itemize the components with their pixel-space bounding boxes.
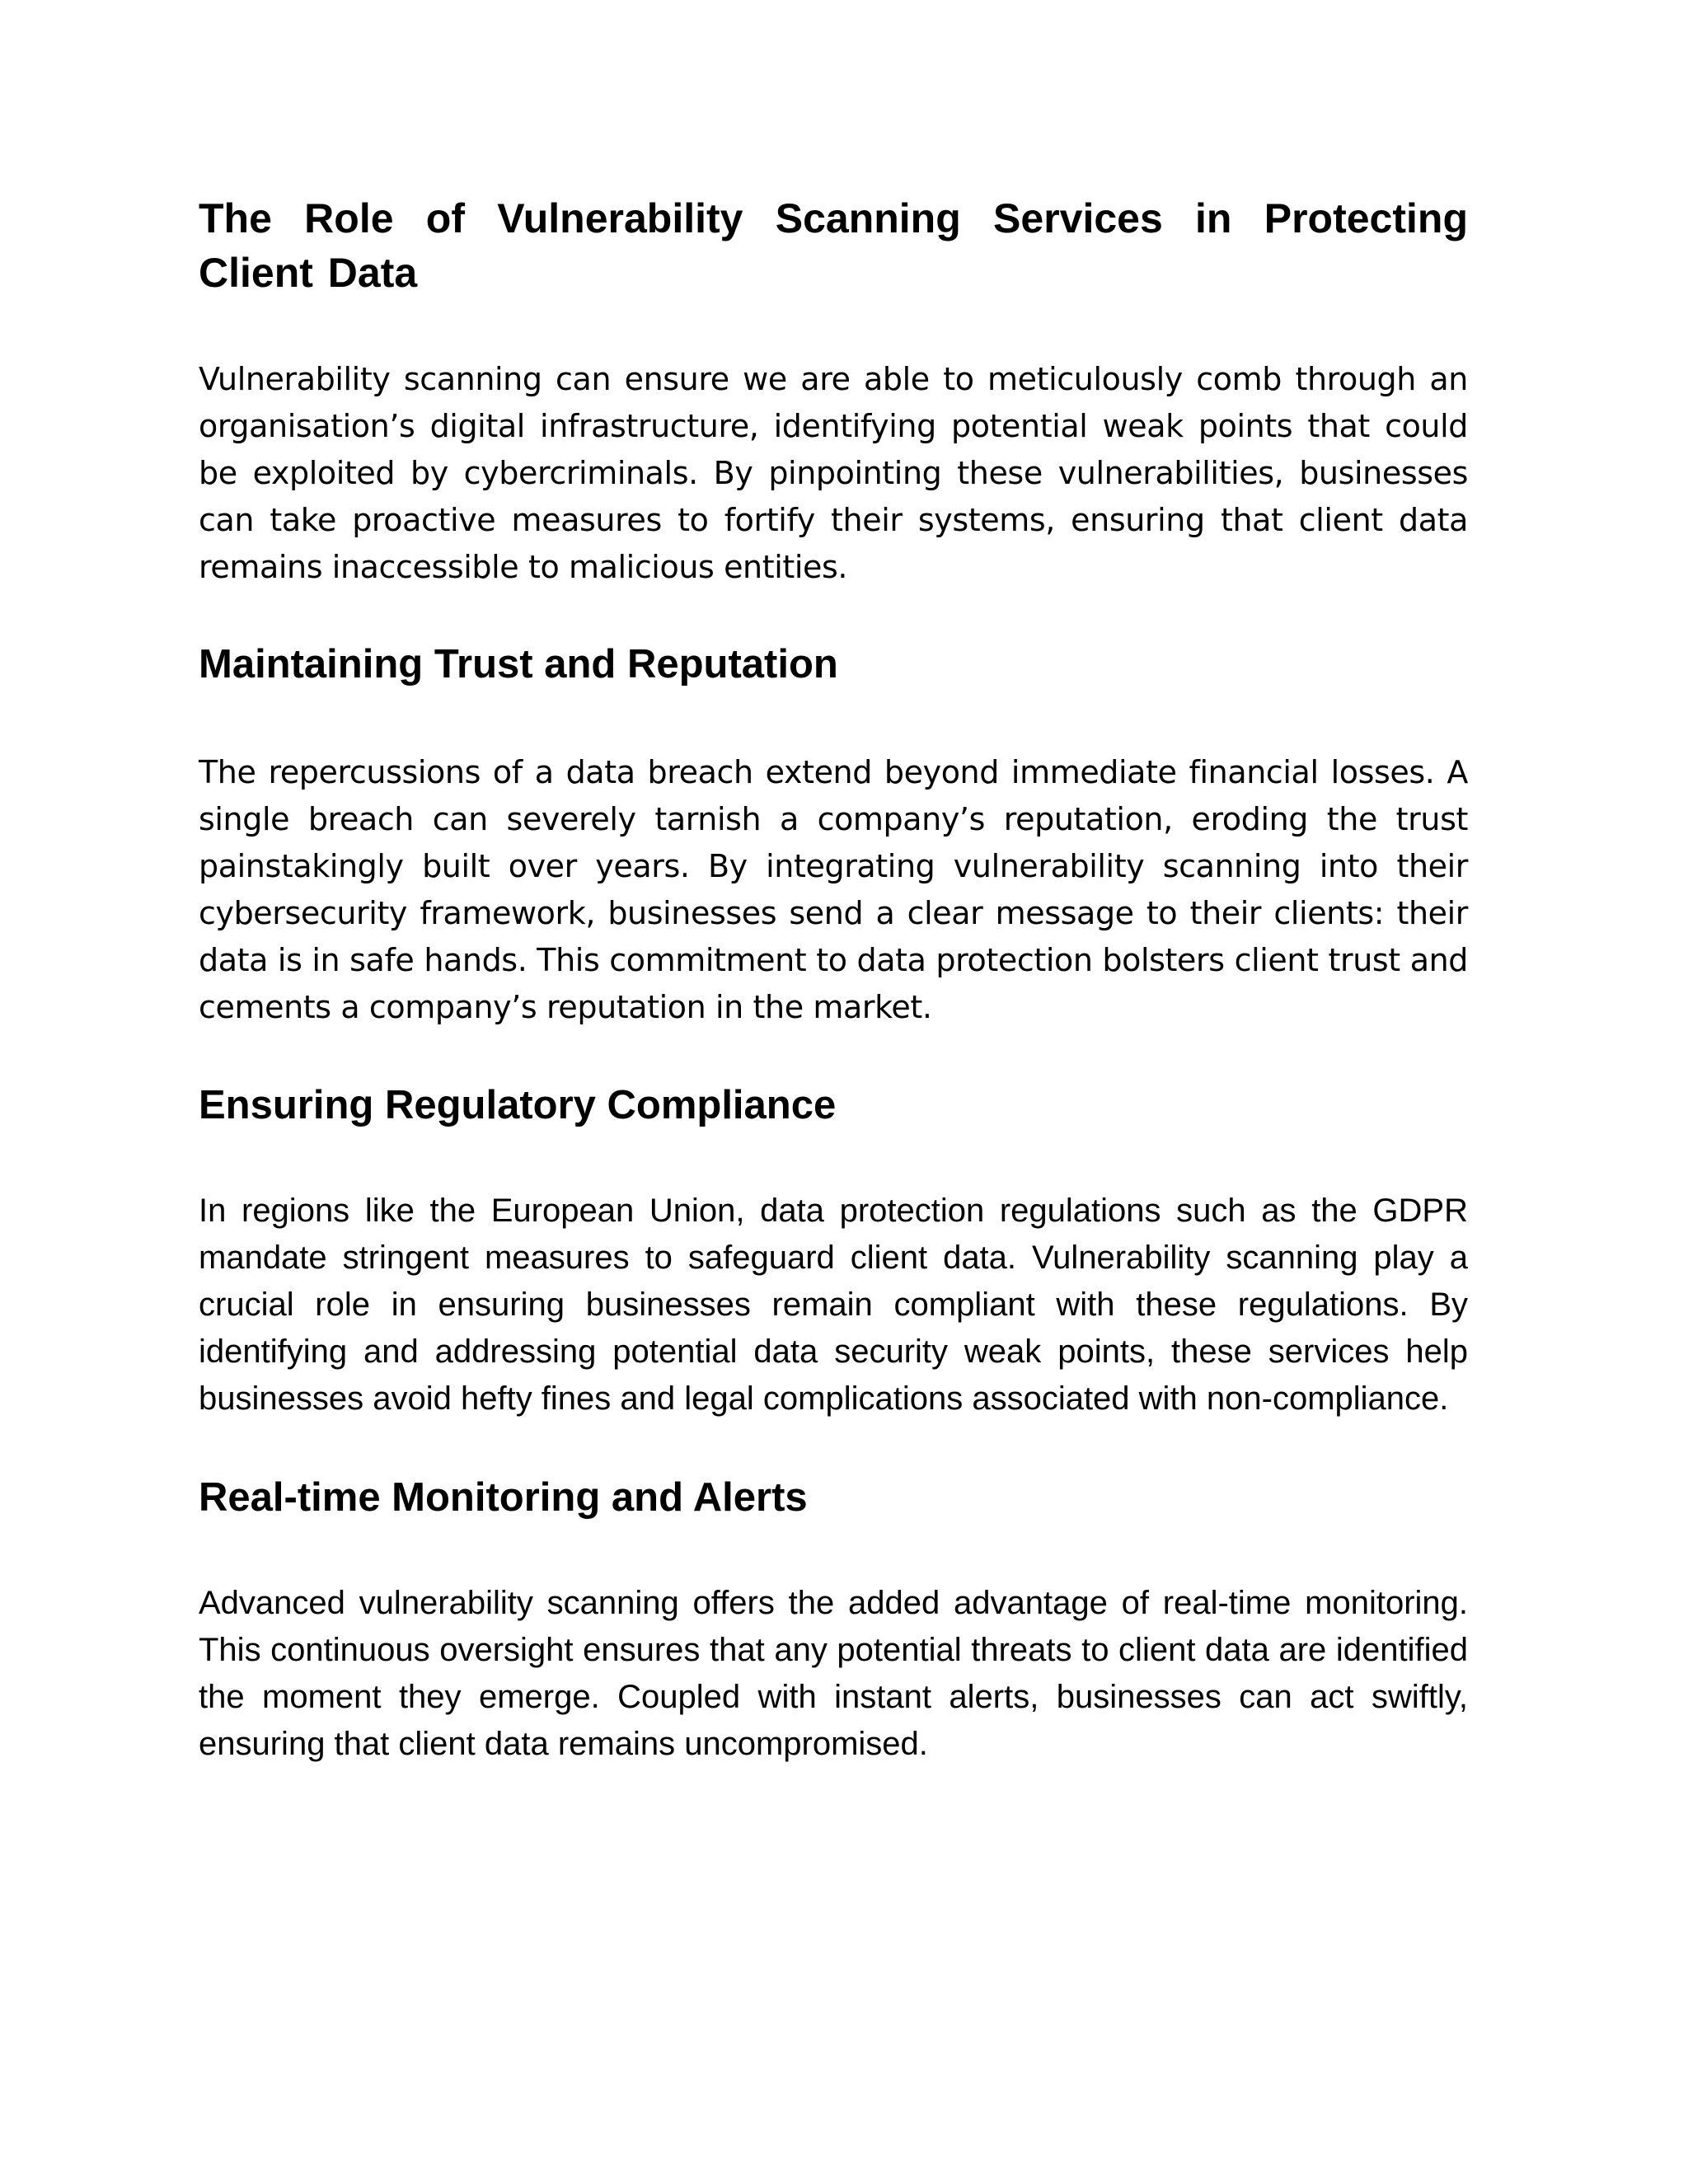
section-heading-monitoring-alerts: Real-time Monitoring and Alerts bbox=[199, 1475, 808, 1520]
document-page bbox=[199, 191, 1468, 1768]
section-heading-regulatory-compliance: Ensuring Regulatory Compliance bbox=[199, 1083, 837, 1127]
document-title: The Role of Vulnerability Scanning Services in Protecting Client Data bbox=[199, 195, 1468, 296]
intro-paragraph: Vulnerability scanning can ensure we are able to meticulously comb through an organisation’s digital infrastructure, identifying potential weak points that could be exploited by cybercriminals. By pinpointing these vulnerabilities, businesses can take proactive measures to fortify their systems, ensuring that client data remains inaccessible to malicious entities. bbox=[199, 361, 1468, 585]
section-body-regulatory-compliance: In regions like the European Union, data protection regulations such as the GDPR mandate stringent measures to safeguard client data. Vulnerability scanning play a crucial role in ensuring businesses remain compliant with these regulations. By identifying and addressing potential data security weak points, these services help businesses avoid hefty fines and legal complications associated with non-compliance. bbox=[199, 1193, 1468, 1417]
section-body-monitoring-alerts: Advanced vulnerability scanning offers the added advantage of real-time monitoring. This continuous oversight ensures that any potential threats to client data are identified the moment they emerge. Coupled with instant alerts, businesses can act swiftly, ensuring that client data remains uncompromised. bbox=[199, 1585, 1468, 1762]
section-heading-trust-reputation: Maintaining Trust and Reputation bbox=[199, 642, 838, 687]
section-body-trust-reputation: The repercussions of a data breach extend beyond immediate financial losses. A single breach can severely tarnish a company’s reputation, eroding the trust painstakingly built over years. By integrating vulnerability scanning into their cybersecurity framework, businesses send a clear message to their clients: their data is in safe hands. This commitment to data protection bolsters client trust and cements a company’s reputation in the market. bbox=[199, 754, 1468, 1025]
